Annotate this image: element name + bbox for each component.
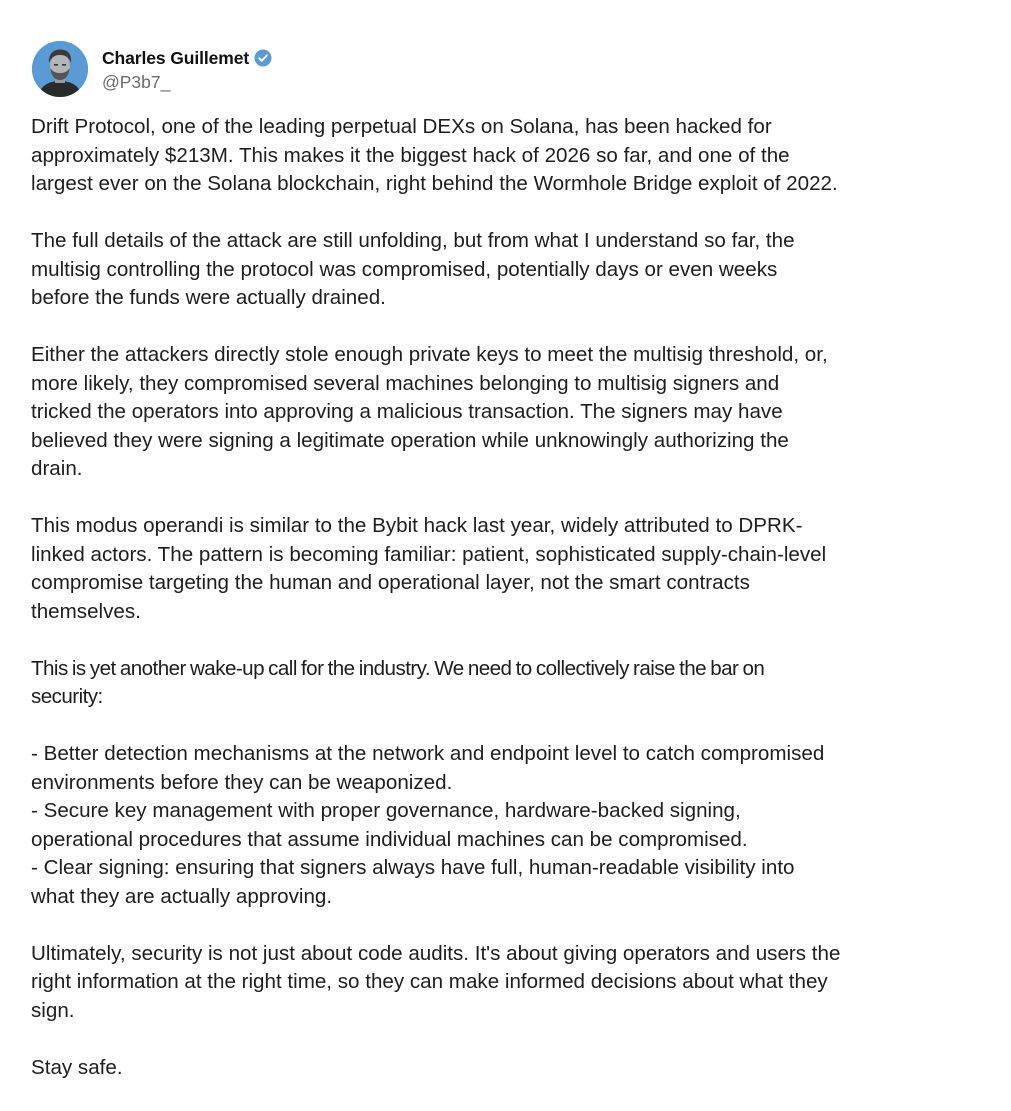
paragraph-intro [31, 113, 991, 199]
list-item-line: environments before they can be weaponized. [31, 770, 453, 794]
text-line: approximately $213M. This makes it the biggest hack of 2026 so far, and one of the [31, 143, 790, 167]
text-line: themselves. [31, 599, 141, 623]
paragraph-wake-up-call [31, 655, 991, 712]
text-line: Ultimately, security is not just about code audits. It's about giving operators and users the [31, 941, 841, 965]
text-line: Either the attackers directly stole enough private keys to meet the multisig threshold, or, [31, 343, 828, 366]
author-display-name[interactable]: Charles Guillemet [102, 47, 250, 68]
text-line: largest ever on the Solana blockchain, right behind the Wormhole Bridge exploit of 2022. [31, 172, 838, 195]
text-line: right information at the right time, so they can make informed decisions about what they [31, 970, 828, 993]
text-line: Stay safe. [31, 1055, 123, 1079]
paragraph-signoff [31, 1054, 991, 1083]
text-line: sign. [31, 998, 75, 1022]
tweet-body [31, 113, 991, 1111]
text-line: The full details of the attack are still unfolding, but from what I understand so far, the [31, 229, 795, 252]
text-line: more likely, they compromised several machines belonging to multisig signers and [31, 371, 780, 395]
text-line: believed they were signing a legitimate operation while unknowingly authorizing the [31, 428, 789, 452]
paragraph-conclusion [31, 940, 991, 1026]
avatar[interactable] [32, 41, 88, 97]
tweet-header [32, 41, 272, 97]
list-item-line: - Better detection mechanisms at the network and endpoint level to catch compromised [31, 742, 825, 765]
paragraph-modus-operandi [31, 512, 991, 626]
author-handle[interactable]: @P3b7_ [102, 72, 171, 92]
verified-badge-icon [254, 49, 272, 67]
name-row [102, 47, 272, 69]
paragraph-details [31, 227, 991, 313]
text-line: multisig controlling the protocol was compromised, potentially days or even weeks [31, 257, 778, 281]
text-line: drain. [31, 457, 83, 480]
text-line: This modus operandi is similar to the Bybit hack last year, widely attributed to DPRK- [31, 514, 803, 537]
author-identity [102, 47, 272, 93]
list-item-line: - Clear signing: ensuring that signers always have full, human-readable visibility into [31, 856, 795, 879]
list-item-line: operational procedures that assume individual machines can be compromised. [31, 827, 748, 851]
text-line: linked actors. The pattern is becoming familiar: patient, sophisticated supply-chain-level [31, 542, 827, 566]
text-line: This is yet another wake-up call for the industry. We need to collectively raise the bar on [31, 656, 765, 680]
text-line: compromise targeting the human and operational layer, not the smart contracts [31, 571, 750, 594]
list-item-line: - Secure key management with proper governance, hardware-backed signing, [31, 799, 741, 822]
text-line: tricked the operators into approving a malicious transaction. The signers may have [31, 400, 783, 423]
text-line: before the funds were actually drained. [31, 286, 386, 309]
paragraph-attack-vector [31, 341, 991, 484]
profile-avatar-icon [32, 41, 88, 97]
text-line: security: [31, 685, 103, 708]
paragraph-recommendations-list [31, 740, 991, 911]
list-item-line: what they are actually approving. [31, 884, 333, 908]
text-line: Drift Protocol, one of the leading perpetual DEXs on Solana, has been hacked for [31, 115, 772, 138]
